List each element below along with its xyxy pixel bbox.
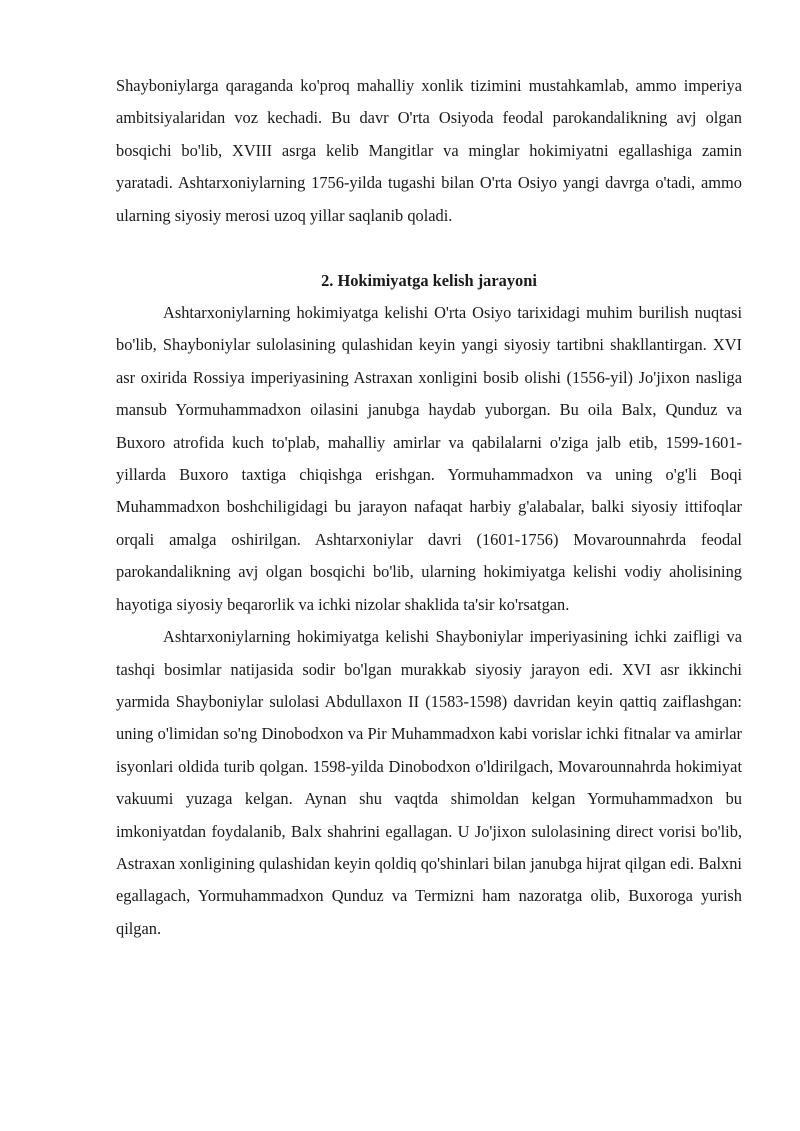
paragraph-intro: Shayboniylarga qaraganda ko'proq mahalliy xonlik tizimini mustahkamlab, ammo imperiya ambitsiyalaridan voz kechadi. Bu davr O'rta Osiyoda feodal parokandalikning avj olgan bosqichi bo'lib, XVIII asrga kelib Mangitlar va minglar hokimiyatni egallashiga zamin yaratadi. Ashtarxoniylarning 1756-yilda tugashi bilan O'rta Osiyo yangi davrga o'tadi, ammo ularning siyosiy merosi uzoq yillar saqlanib qoladi. [116, 76, 742, 225]
document-page [116, 70, 742, 945]
paragraph-rise-to-power: Ashtarxoniylarning hokimiyatga kelishi O'rta Osiyo tarixidagi muhim burilish nuqtasi bo'lib, Shayboniylar sulolasining qulashidan keyin yangi siyosiy tartibni shakllantirgan. XVI asr oxirida Rossiya imperiyasining Astraxan xonligini bosib olishi (1556-yil) Jo'jixon nasliga mansub Yormuhammadxon oilasini janubga haydab yuborgan. Bu oila Balx, Qunduz va Buxoro atrofida kuch to'plab, mahalliy amirlar va qabilalarni o'ziga jalb etib, 1599-1601-yillarda Buxoro taxtiga chiqishga erishgan. Yormuhammadxon va uning o'g'li Boqi Muhammadxon boshchiligidagi bu jarayon nafaqat harbiy g'alabalar, balki siyosiy ittifoqlar orqali amalga oshirilgan. Ashtarxoniylar davri (1601-1756) Movarounnahrda feodal parokandalikning avj olgan bosqichi bo'lib, ularning hokimiyatga kelishi vodiy aholisining hayotiga siyosiy beqarorlik va ichki nizolar shaklida ta'sir ko'rsatgan. [116, 303, 742, 614]
paragraph-political-process: Ashtarxoniylarning hokimiyatga kelishi Shayboniylar imperiyasining ichki zaifligi va tashqi bosimlar natijasida sodir bo'lgan murakkab siyosiy jarayon edi. XVI asr ikkinchi yarmida Shayboniylar sulolasi Abdullaxon II (1583-1598) davridan keyin qattiq zaiflashgan: uning o'limidan so'ng Dinobodxon va Pir Muhammadxon kabi vorislar ichki fitnalar va amirlar isyonlari oldida turib qolgan. 1598-yilda Dinobodxon o'ldirilgach, Movarounnahrda hokimiyat vakuumi yuzaga kelgan. Aynan shu vaqtda shimoldan kelgan Yormuhammadxon bu imkoniyatdan foydalanib, Balx shahrini egallagan. U Jo'jixon sulolasining direct vorisi bo'lib, Astraxan xonligining qulashidan keyin qoldiq qo'shinlari bilan janubga hijrat qilgan edi. Balxni egallagach, Yormuhammadxon Qunduz va Termizni ham nazoratga olib, Buxoroga yurish qilgan. [116, 627, 742, 938]
section-heading: 2. Hokimiyatga kelish jarayoni [321, 271, 537, 291]
